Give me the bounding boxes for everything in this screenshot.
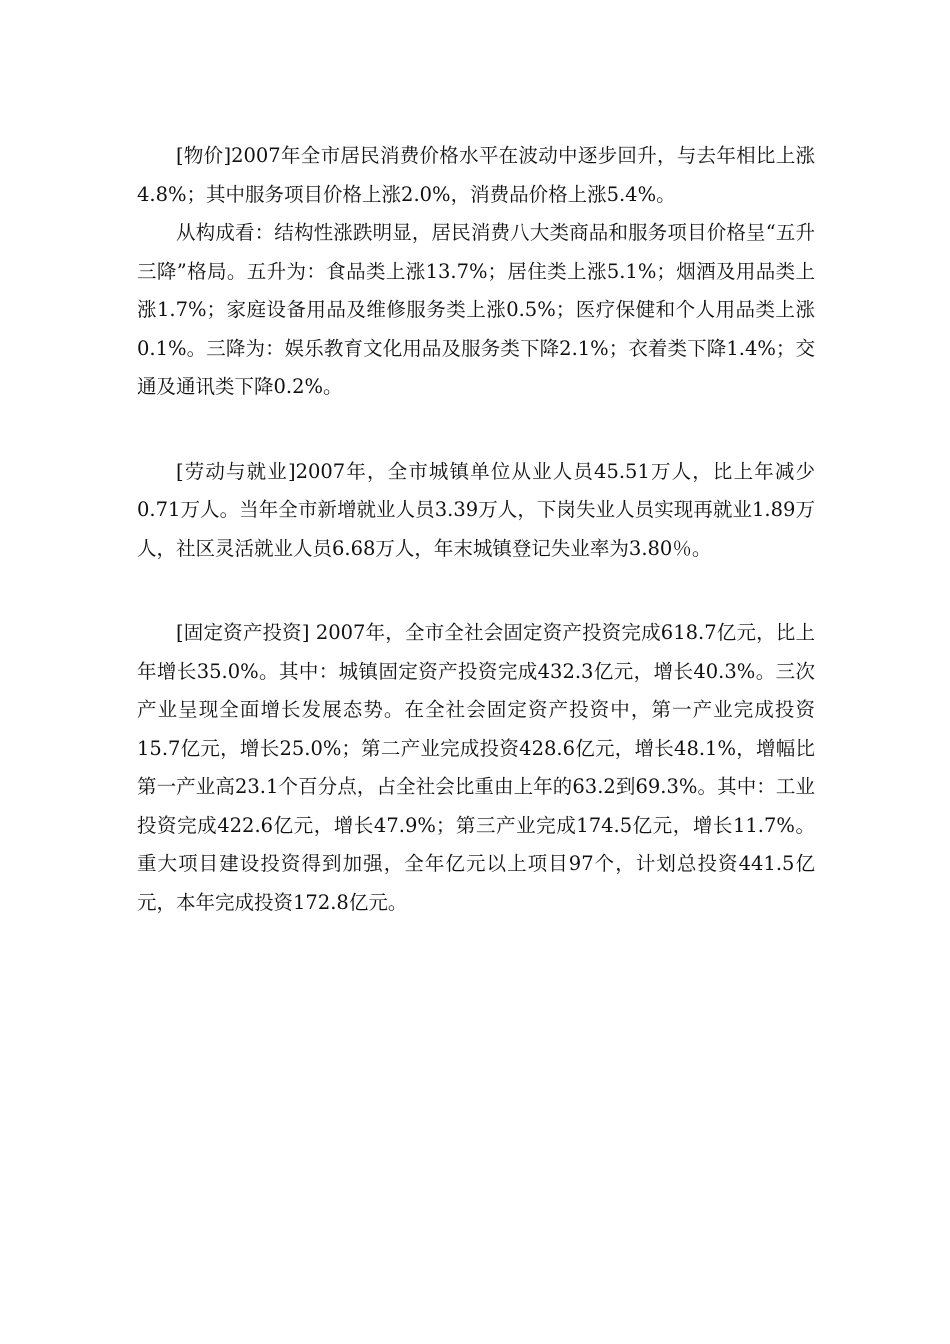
paragraph-price-composition: 从构成看：结构性涨跌明显，居民消费八大类商品和服务项目价格呈“五升三降”格局。五升为：食品类上涨13.7%；居住类上涨5.1%；烟酒及用品类上涨1.7%；家庭设备用品及维修服务类上涨0.5%；医疗保健和个人用品类上涨0.1%。三降为：娱乐教育文化用品及服务类下降2.1%；衣着类下降1.4%；交通及通讯类下降0.2%。 — [137, 221, 815, 398]
section-gap — [137, 407, 815, 453]
section-gap — [137, 568, 815, 614]
paragraph-prices: [物价]2007年全市居民消费价格水平在波动中逐步回升，与去年相比上涨4.8%；其中服务项目价格上涨2.0%，消费品价格上涨5.4%。 — [137, 144, 815, 206]
document-body — [137, 137, 815, 922]
paragraph-employment: [劳动与就业]2007年，全市城镇单位从业人员45.51万人，比上年减少0.71万人。当年全市新增就业人员3.39万人，下岗失业人员实现再就业1.89万人，社区灵活就业人员6.68万人，年末城镇登记失业率为3.80％。 — [137, 459, 815, 560]
paragraph-fixed-asset-investment: [固定资产投资] 2007年，全市全社会固定资产投资完成618.7亿元，比上年增长35.0%。其中：城镇固定资产投资完成432.3亿元，增长40.3%。三次产业呈现全面增长发展态势。在全社会固定资产投资中，第一产业完成投资15.7亿元，增长25.0%；第二产业完成投资428.6亿元，增长48.1%，增幅比第一产业高23.1个百分点，占全社会比重由上年的63.2到69.3%。其中：工业投资完成422.6亿元，增长47.9%；第三产业完成174.5亿元，增长11.7%。重大项目建设投资得到加强，全年亿元以上项目97个，计划总投资441.5亿元，本年完成投资172.8亿元。 — [137, 621, 815, 914]
